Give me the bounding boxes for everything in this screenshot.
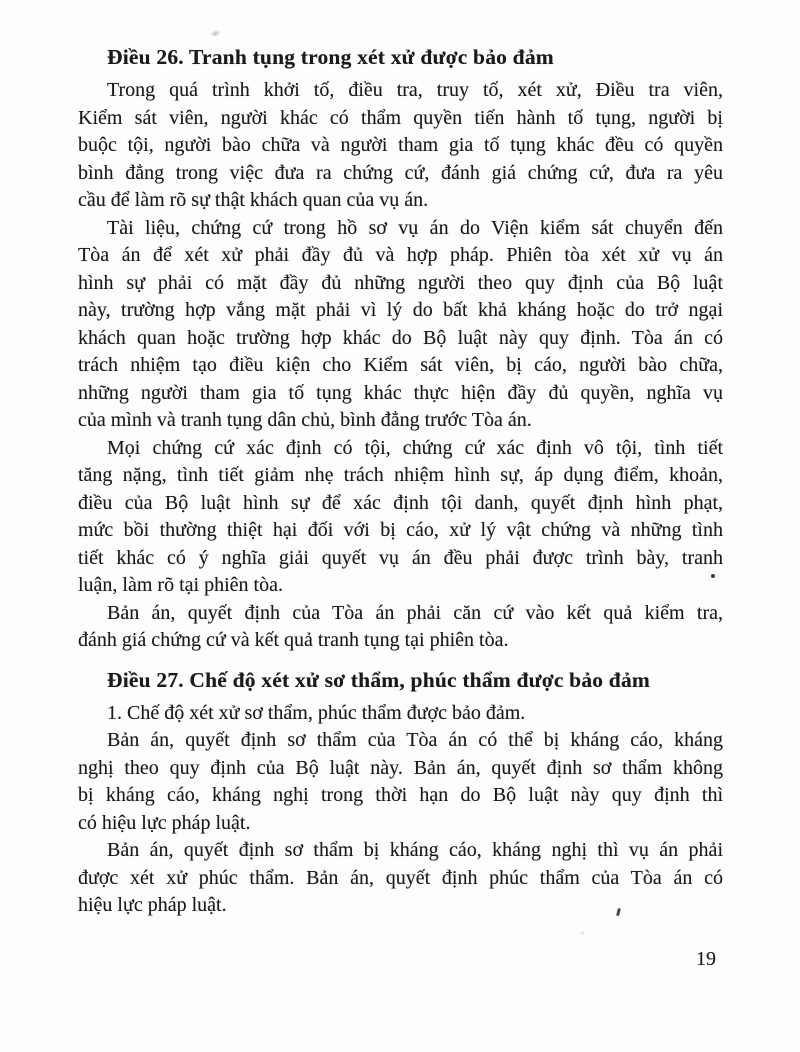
text-line: hiệu lực pháp luật.	[78, 894, 227, 916]
text-line: cầu để làm rõ sự thật khách quan của vụ án.	[78, 189, 429, 211]
text-line: này, trường hợp vắng mặt phải vì lý do bất khả kháng hoặc do trở ngại	[78, 299, 723, 321]
text-line: mức bồi thường thiệt hại đối với bị cáo, xử lý vật chứng và những tình	[78, 519, 723, 541]
paragraph	[78, 600, 723, 655]
text-line: trách nhiệm tạo điều kiện cho Kiểm sát viên, bị cáo, người bào chữa,	[78, 354, 723, 376]
text-line: Mọi chứng cứ xác định có tội, chứng cứ xác định vô tội, tình tiết	[107, 436, 723, 459]
text-line: Bản án, quyết định của Tòa án phải căn cứ vào kết quả kiểm tra,	[107, 601, 723, 624]
text-line: được xét xử phúc thẩm. Bản án, quyết định phúc thẩm của Tòa án có	[78, 866, 723, 889]
text-line: tiết khác có ý nghĩa giải quyết vụ án đều phải được trình bày, tranh	[78, 546, 723, 569]
scan-smudge-artifact	[209, 29, 221, 39]
text-line: Bản án, quyết định sơ thẩm của Tòa án có thể bị kháng cáo, kháng	[107, 729, 723, 751]
page-content	[78, 42, 723, 920]
text-line: bị kháng cáo, kháng nghị trong thời hạn do Bộ luật này quy định thì	[78, 784, 723, 806]
text-line: Bản án, quyết định sơ thẩm bị kháng cáo, kháng nghị thì vụ án phải	[107, 839, 723, 861]
text-line: Kiểm sát viên, người khác có thẩm quyền tiến hành tố tụng, người bị	[78, 106, 723, 129]
text-line: đánh giá chứng cứ và kết quả tranh tụng tại phiên tòa.	[78, 629, 509, 651]
text-line: 1. Chế độ xét xử sơ thẩm, phúc thẩm được bảo đảm.	[107, 701, 526, 724]
text-line: bình đẳng trong việc đưa ra chứng cứ, đánh giá chứng cứ, đưa ra yêu	[78, 161, 723, 184]
text-line: tăng nặng, tình tiết giảm nhẹ trách nhiệm hình sự, áp dụng điểm, khoản,	[78, 464, 723, 486]
text-line: có hiệu lực pháp luật.	[78, 811, 251, 834]
text-line: những người tham gia tố tụng khác thực hiện đầy đủ quyền, nghĩa vụ	[78, 381, 723, 404]
paragraph	[78, 727, 723, 837]
text-line: luận, làm rõ tại phiên tòa.	[78, 574, 283, 596]
text-line: của mình và tranh tụng dân chủ, bình đẳng trước Tòa án.	[78, 409, 532, 431]
text-line: hình sự phải có mặt đầy đủ những người theo quy định của Bộ luật	[78, 271, 723, 294]
text-line: nghị theo quy định của Bộ luật này. Bản án, quyết định sơ thẩm không	[78, 756, 723, 779]
article-heading: Điều 27. Chế độ xét xử sơ thẩm, phúc thẩm được bảo đảm	[107, 667, 651, 692]
paragraph	[78, 435, 723, 600]
text-line: Tài liệu, chứng cứ trong hồ sơ vụ án do Viện kiểm sát chuyển đến	[107, 216, 723, 239]
page-number: 19	[696, 948, 716, 970]
text-line: buộc tội, người bào chữa và người tham gia tố tụng khác đều có quyền	[78, 134, 723, 156]
text-line: điều của Bộ luật hình sự để xác định tội danh, quyết định hình phạt,	[78, 491, 723, 514]
paragraph	[78, 700, 723, 728]
paragraph	[78, 837, 723, 920]
text-line: Trong quá trình khởi tố, điều tra, truy tố, xét xử, Điều tra viên,	[107, 79, 723, 101]
article-heading: Điều 26. Tranh tụng trong xét xử được bảo đảm	[107, 45, 554, 69]
text-line: khách quan hoặc trường hợp khác do Bộ luật này quy định. Tòa án có	[78, 326, 723, 349]
text-line: Tòa án để xét xử phải đầy đủ và hợp pháp. Phiên tòa xét xử vụ án	[78, 244, 723, 266]
paragraph	[78, 77, 723, 215]
paragraph	[78, 215, 723, 435]
scan-faint-dot-artifact	[580, 931, 585, 935]
